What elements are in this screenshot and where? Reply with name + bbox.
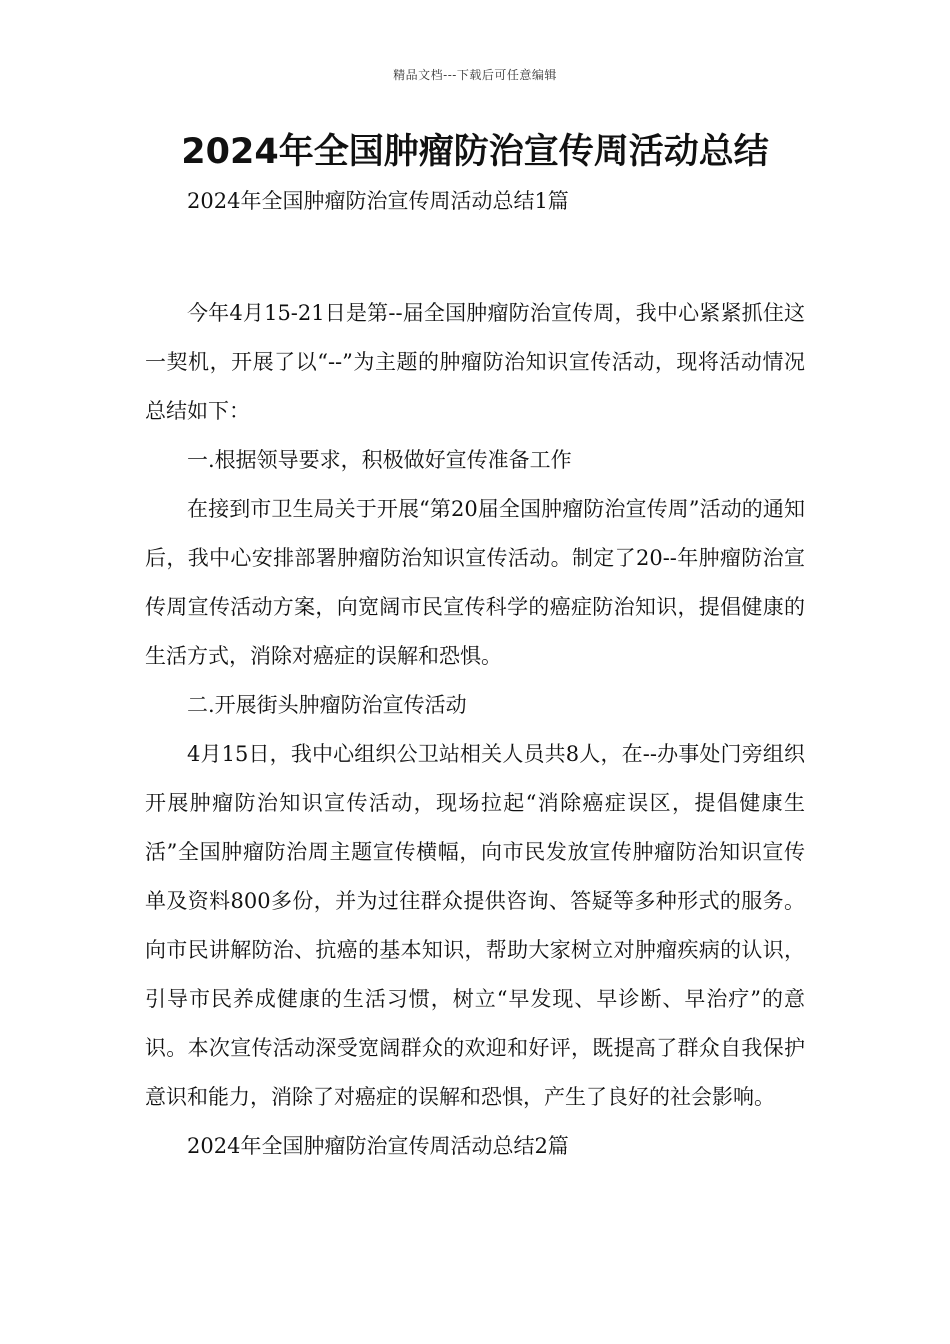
document-body <box>145 177 805 1171</box>
section-heading-1: 一.根据领导要求，积极做好宣传准备工作 <box>187 448 572 472</box>
subtitle-part-1: 2024年全国肿瘤防治宣传周活动总结1篇 <box>187 189 569 213</box>
paragraph-preparation: 在接到市卫生局关于开展“第20届全国肿瘤防治宣传周”活动的通知后，我中心安排部署肿瘤防治知识宣传活动。制定了20--年肿瘤防治宣传周宣传活动方案，向宽阔市民宣传科学的癌症防治知识，提倡健康的生活方式，消除对癌症的误解和恐惧。 <box>145 497 805 668</box>
header-note: 精品文档---下载后可任意编辑 <box>393 68 557 82</box>
paragraph-intro: 今年4月15-21日是第--届全国肿瘤防治宣传周，我中心紧紧抓住这一契机，开展了以“--”为主题的肿瘤防治知识宣传活动，现将活动情况总结如下： <box>145 301 805 423</box>
blank-gap <box>145 226 805 289</box>
paragraph-street-campaign: 4月15日，我中心组织公卫站相关人员共8人，在--办事处门旁组织开展肿瘤防治知识宣传活动，现场拉起“消除癌症误区，提倡健康生活”全国肿瘤防治周主题宣传横幅，向市民发放宣传肿瘤防治知识宣传单及资料800多份，并为过往群众提供咨询、答疑等多种形式的服务。向市民讲解防治、抗癌的基本知识，帮助大家树立对肿瘤疾病的认识，引导市民养成健康的生活习惯，树立“早发现、早诊断、早治疗”的意识。本次宣传活动深受宽阔群众的欢迎和好评，既提高了群众自我保护意识和能力，消除了对癌症的误解和恐惧，产生了良好的社会影响。 <box>145 742 805 1109</box>
subtitle-part-2: 2024年全国肿瘤防治宣传周活动总结2篇 <box>187 1134 569 1158</box>
section-heading-2: 二.开展街头肿瘤防治宣传活动 <box>187 693 467 717</box>
document-title: 2024年全国肿瘤防治宣传周活动总结 <box>181 132 769 172</box>
